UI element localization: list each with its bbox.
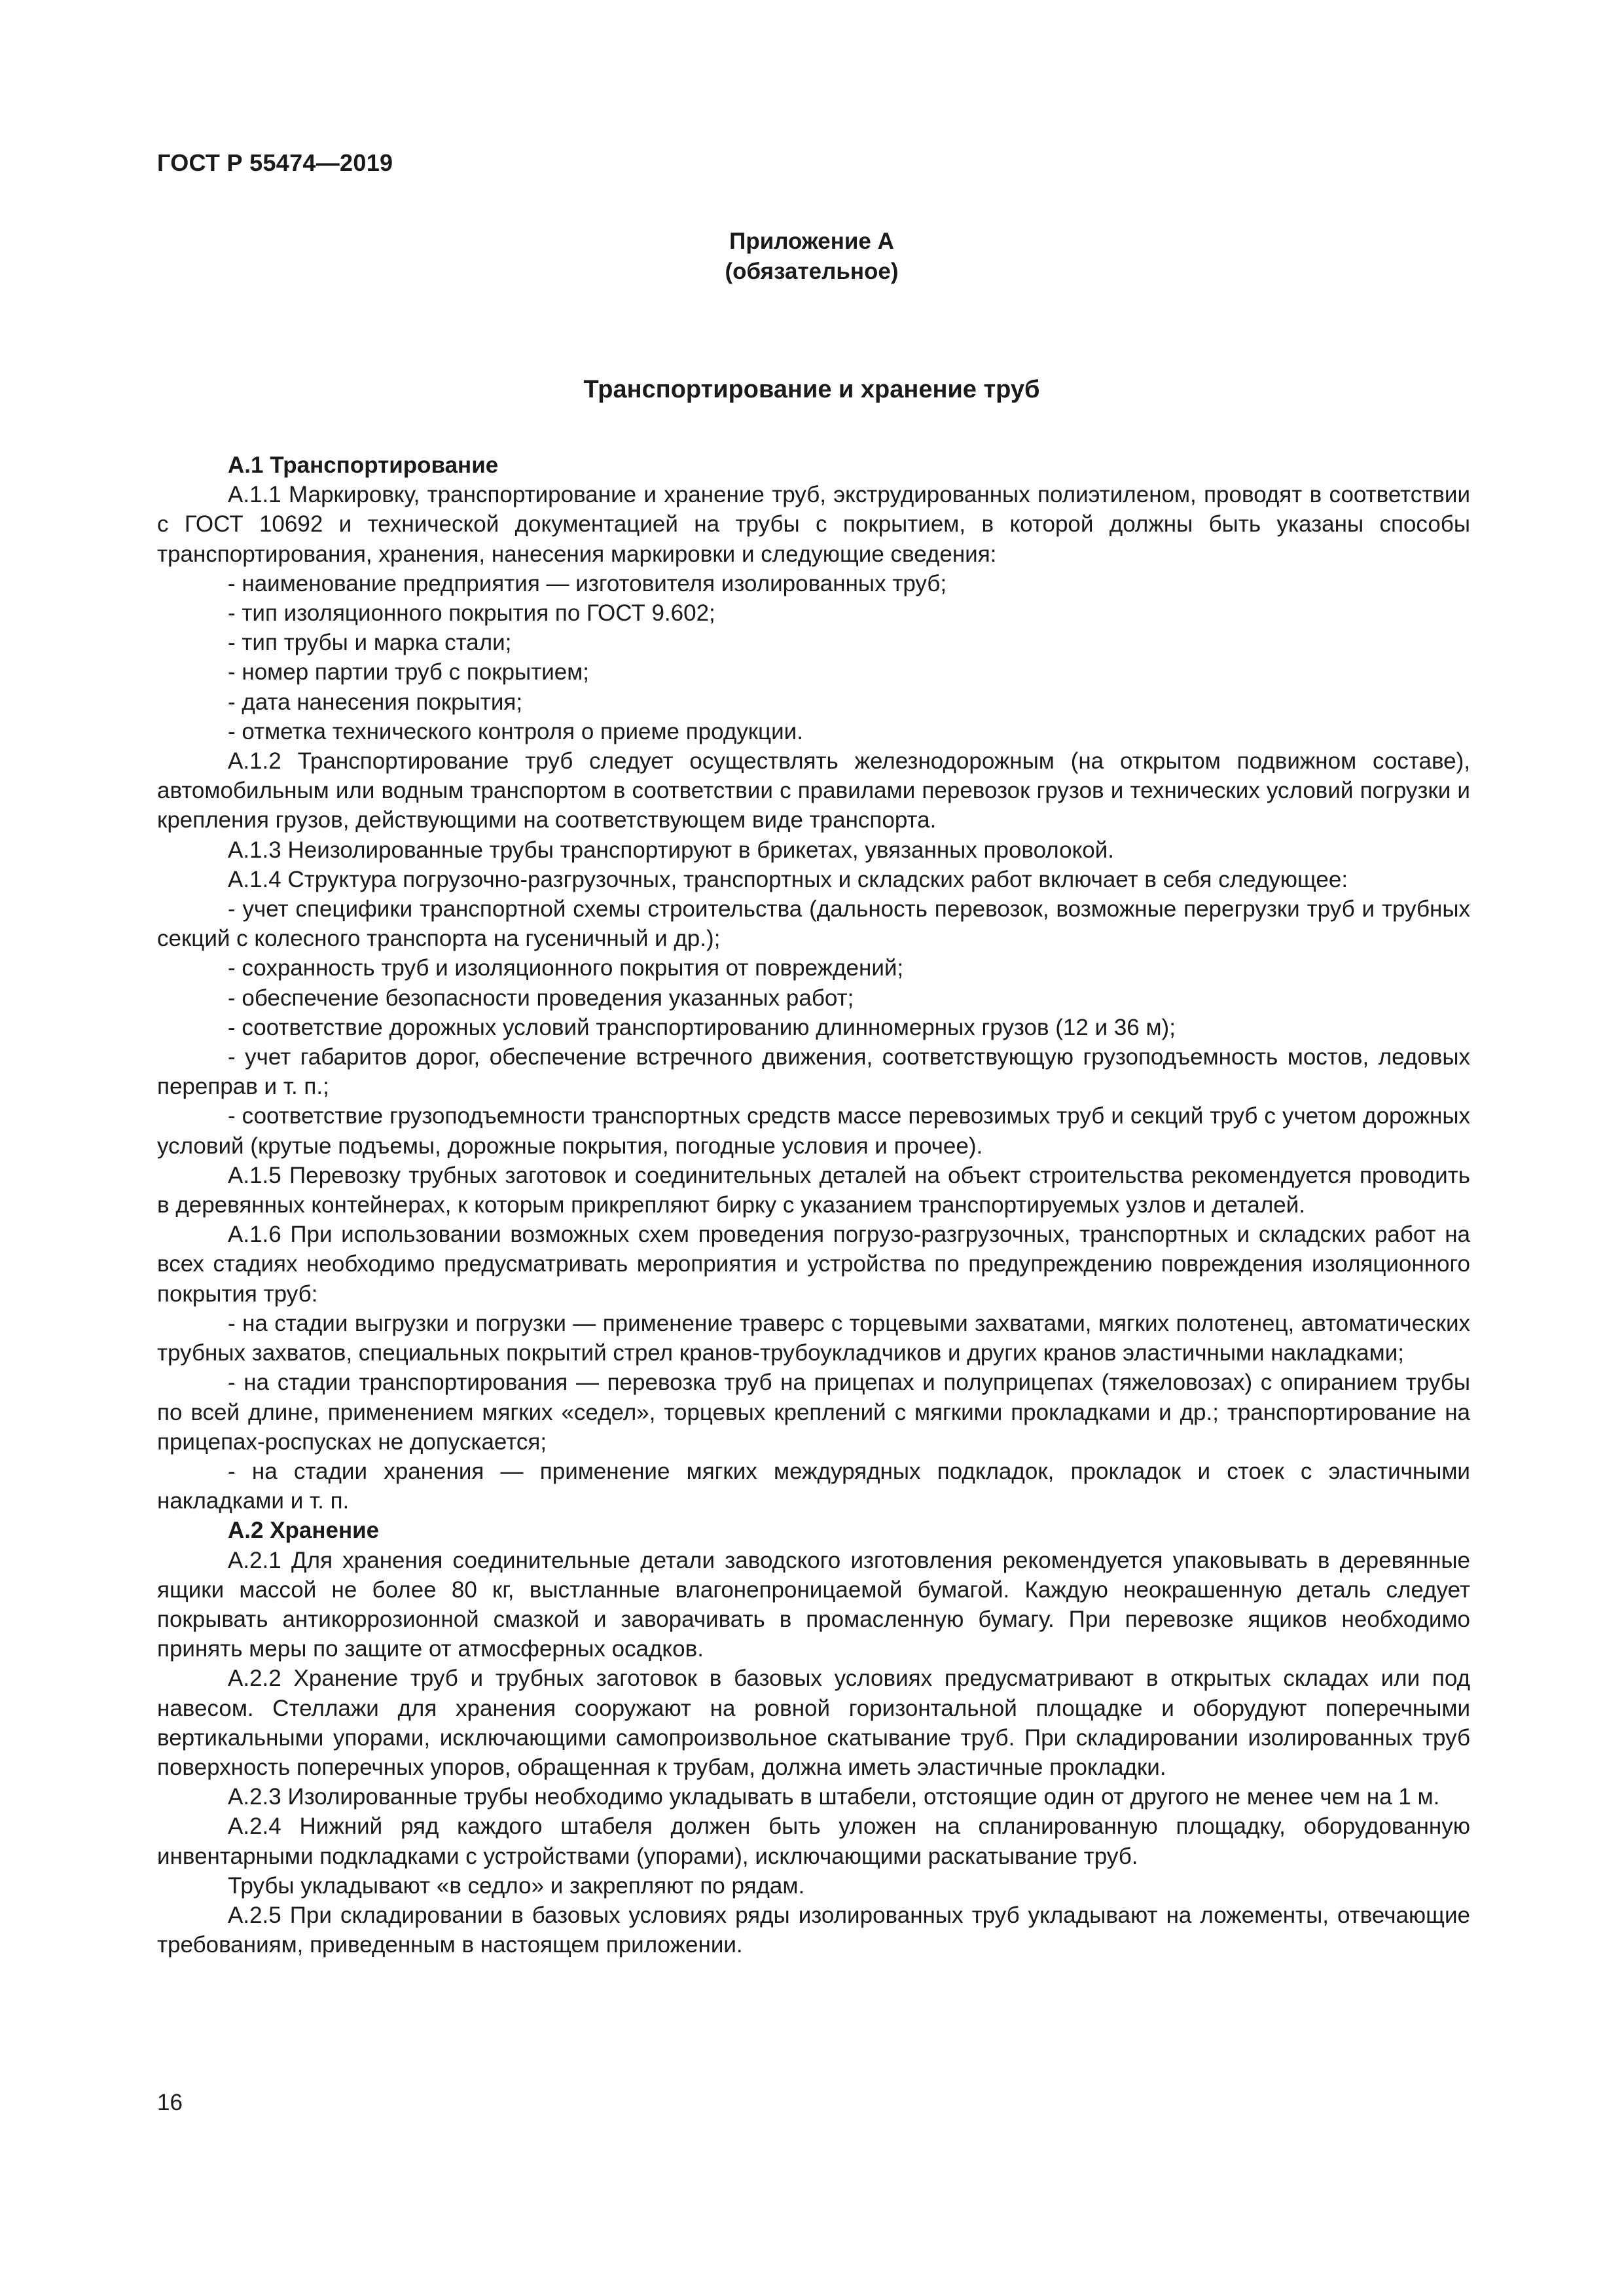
paragraph-a1-6: А.1.6 При использовании возможных схем проведения погрузо-разгрузочных, транспортных и складских работ на всех стадиях необходимо предусматривать мероприятия и устройства по предупреждению повреждения изоляционного покрытия труб: (157, 1222, 1470, 1307)
list-item: - номер партии труб с покрытием; (228, 659, 590, 685)
list-item: - соответствие дорожных условий транспортированию длинномерных грузов (12 и 36 м); (228, 1014, 1176, 1040)
paragraph-a1-4: А.1.4 Структура погрузочно-разгрузочных, транспортных и складских работ включает в себя следующее: (228, 866, 1348, 892)
list-item: - учет габаритов дорог, обеспечение встречного движения, соответствующую грузоподъемность мостов, ледовых переправ и т. п.; (157, 1044, 1470, 1100)
paragraph-a2-5: А.2.5 При складировании в базовых условиях ряды изолированных труб укладывают на ложементы, отвечающие требованиям, приведенным в настоящем приложении. (157, 1902, 1470, 1958)
list-item: - дата нанесения покрытия; (228, 689, 523, 715)
list-item: - соответствие грузоподъемности транспортных средств массе перевозимых труб и секций труб с учетом дорожных условий (крутые подъемы, дорожные покрытия, погодные условия и прочее). (157, 1103, 1470, 1159)
paragraph-a2-1: А.2.1 Для хранения соединительные детали заводского изготовления рекомендуется упаковывать в деревянные ящики массой не более 80 кг, выстланные влагонепроницаемой бумагой. Каждую неокрашенную деталь следует покрывать антикоррозионной смазкой и заворачивать в промасленную бумагу. При перевозке ящиков необходимо принять меры по защите от атмосферных осадков. (157, 1547, 1470, 1662)
appendix-status: (обязательное) (725, 259, 899, 284)
appendix-label: Приложение А (729, 228, 894, 254)
list-item: - тип изоляционного покрытия по ГОСТ 9.602; (228, 600, 715, 627)
list-a1-6 (157, 1309, 1470, 1516)
list-item: - отметка технического контроля о приеме продукции. (228, 718, 803, 744)
appendix-title: Транспортирование и хранение труб (583, 376, 1040, 403)
appendix-heading (157, 227, 1466, 287)
page-number: 16 (157, 2090, 183, 2115)
list-a1-4 (157, 894, 1470, 1161)
list-item: - наименование предприятия — изготовителя изолированных труб; (228, 570, 947, 596)
list-item: - на стадии выгрузки и погрузки — применение траверс с торцевыми захватами, мягких полотенец, автоматических трубных захватов, специальных покрытий стрел кранов-трубоукладчиков и других кранов эластичными накладками; (157, 1310, 1470, 1366)
paragraph-a1-2: А.1.2 Транспортирование труб следует осуществлять железнодорожным (на открытом подвижном составе), автомобильным или водным транспортом в соответствии с правилами перевозок грузов и технических условий погрузки и крепления грузов, действующими на соответствующем виде транспорта. (157, 748, 1470, 833)
paragraph-a2-4: А.2.4 Нижний ряд каждого штабеля должен быть уложен на спланированную площадку, оборудованную инвентарными подкладками с устройствами (упорами), исключающими раскатывание труб. (157, 1813, 1470, 1869)
paragraph-a1-1: А.1.1 Маркировку, транспортирование и хранение труб, экструдированных полиэтиленом, проводят в соответствии с ГОСТ 10692 и технической документацией на трубы с покрытием, в которой должны быть указаны способы транспортирования, хранения, нанесения маркировки и следующие сведения: (157, 482, 1470, 567)
paragraph-a1-5: А.1.5 Перевозку трубных заготовок и соединительных деталей на объект строительства рекомендуется проводить в деревянных контейнерах, к которым прикрепляют бирку с указанием транспортируемых узлов и деталей. (157, 1162, 1470, 1218)
list-a1-1 (157, 569, 1470, 746)
list-item: - учет специфики транспортной схемы строительства (дальность перевозок, возможные перегрузки труб и трубных секций с колесного транспорта на гусеничный и др.); (157, 896, 1470, 952)
list-item: - сохранность труб и изоляционного покрытия от повреждений; (228, 955, 904, 981)
list-item: - обеспечение безопасности проведения указанных работ; (228, 985, 854, 1011)
list-item: - тип трубы и марка стали; (228, 630, 512, 656)
list-item: - на стадии хранения — применение мягких междурядных подкладок, прокладок и стоек с эластичными накладками и т. п. (157, 1458, 1470, 1514)
paragraph-a2-4b: Трубы укладывают «в седло» и закрепляют по рядам. (228, 1872, 805, 1899)
section-heading-a2: А.2 Хранение (228, 1518, 380, 1544)
paragraph-a1-3: А.1.3 Неизолированные трубы транспортируют в брикетах, увязанных проволокой. (228, 837, 1115, 863)
section-heading-a1: А.1 Транспортирование (228, 452, 499, 478)
document-code: ГОСТ Р 55474—2019 (157, 149, 393, 176)
document-body (157, 450, 1470, 1959)
list-item: - на стадии транспортирования — перевозка труб на прицепах и полуприцепах (тяжеловозах) с опиранием трубы по всей длине, применением мягких «седел», торцевых креплений с мягкими прокладками и др.; транспортирование на прицепах-роспусках не допускается; (157, 1370, 1470, 1455)
paragraph-a2-2: А.2.2 Хранение труб и трубных заготовок в базовых условиях предусматривают в открытых складах или под навесом. Стеллажи для хранения сооружают на ровной горизонтальной площадке и оборудуют поперечными вертикальными упорами, исключающими самопроизвольное скатывание труб. При складировании изолированных труб поверхность поперечных упоров, обращенная к трубам, должна иметь эластичные прокладки. (157, 1666, 1470, 1780)
paragraph-a2-3: А.2.3 Изолированные трубы необходимо укладывать в штабели, отстоящие один от другого не менее чем на 1 м. (228, 1784, 1440, 1810)
